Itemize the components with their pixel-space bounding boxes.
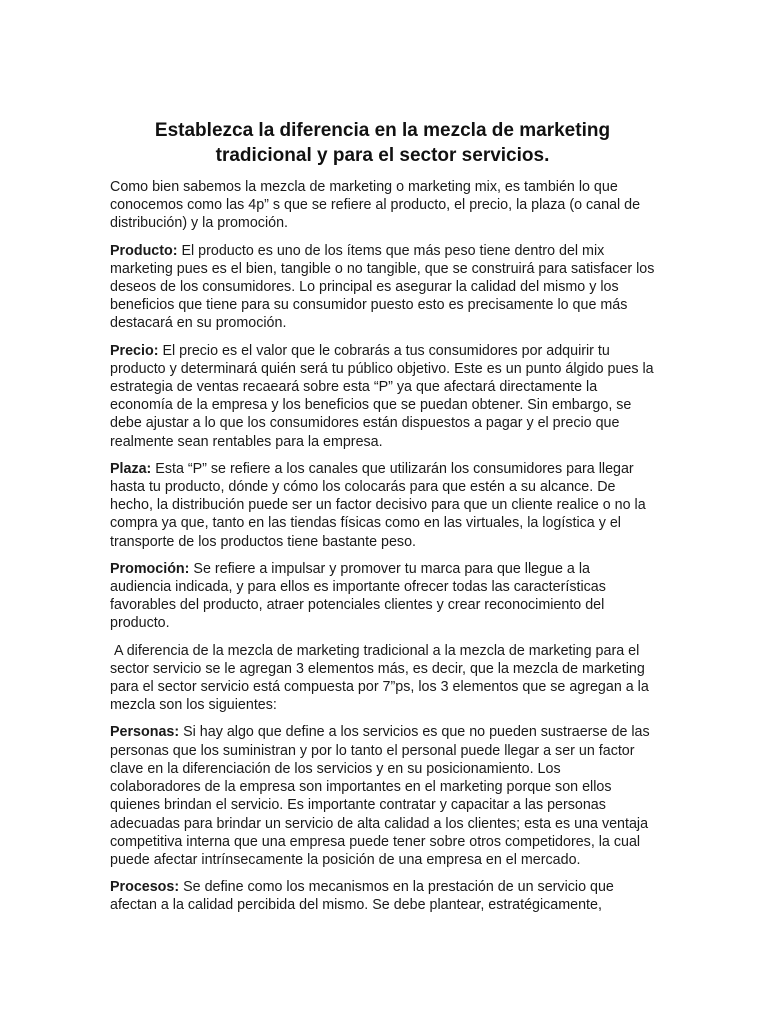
paragraph-procesos bbox=[110, 878, 655, 914]
intro-paragraph: Como bien sabemos la mezcla de marketing o marketing mix, es también lo que conocemos como las 4p” s que se refiere al producto, el precio, la plaza (o canal de distribución) y la promoción. bbox=[110, 179, 641, 232]
document-title: Establezca la diferencia en la mezcla de marketing tradicional y para el sector servicios. bbox=[154, 120, 611, 166]
paragraph-promocion bbox=[110, 560, 655, 633]
term-promocion: Promoción: bbox=[110, 560, 190, 577]
term-procesos: Procesos: bbox=[110, 879, 180, 896]
text-promocion: Se refiere a impulsar y promover tu marca para que llegue a la audiencia indicada, y para ellos es importante ofrecer todas las características favorables del producto, atraer potenciales clientes y crear reconocimiento del producto. bbox=[110, 560, 606, 632]
paragraph-producto bbox=[110, 242, 655, 333]
term-plaza: Plaza: bbox=[110, 460, 152, 477]
text-producto: El producto es uno de los ítems que más peso tiene dentro del mix marketing pues es el bien, tangible o no tangible, que se construirá para satisfacer los deseos de los consumidores. Lo principal es asegurar la calidad del mismo y los beneficios que tiene para su consumidor puesto esto es precisamente lo que más destacará en su promoción. bbox=[110, 242, 655, 332]
paragraph-plaza bbox=[110, 460, 655, 551]
text-personas: Si hay algo que define a los servicios es que no pueden sustraerse de las personas que los suministran y por lo tanto el personal puede llegar a ser un factor clave en la diferenciación de los servicios y en su posicionamiento. Los colaboradores de la empresa son importantes en el marketing porque son ellos quienes brindan el servicio. Es importante contratar y capacitar a las personas adecuadas para brindar un servicio de alta calidad a los clientes; esta es una ventaja competitiva interna que una empresa puede tener sobre otros competidores, la cual puede afectar intrínsecamente la posición de una empresa en el mercado. bbox=[110, 724, 650, 868]
transition-paragraph: A diferencia de la mezcla de marketing tradicional a la mezcla de marketing para el sector servicio se le agregan 3 elementos más, es decir, que la mezcla de marketing para el sector servicio está compuesta por 7”ps, los 3 elementos que se agregan a la mezcla son los siguientes: bbox=[110, 642, 653, 714]
term-precio: Precio: bbox=[110, 342, 159, 359]
paragraph-personas bbox=[110, 723, 655, 869]
text-procesos: Se define como los mecanismos en la prestación de un servicio que afectan a la calidad percibida del mismo. Se debe plantear, estratégicamente, bbox=[110, 879, 614, 914]
paragraph-precio bbox=[110, 342, 655, 451]
text-plaza: Esta “P” se refiere a los canales que utilizarán los consumidores para llegar hasta tu producto, dónde y cómo los colocarás para que estén a su alcance. De hecho, la distribución puede ser un factor decisivo para que un cliente realice o no la compra ya que, tanto en las tiendas físicas como en las virtuales, la logística y el transporte de los productos tiene bastante peso. bbox=[110, 460, 646, 550]
text-precio: El precio es el valor que le cobrarás a tus consumidores por adquirir tu producto y determinará quién será tu público objetivo. Este es un punto álgido pues la estrategia de ventas recaeará sobre esta “P” ya que afectará directamente la economía de la empresa y los beneficios que se puedan obtener. Sin embargo, se debe ajustar a lo que los consumidores están dispuestos a pagar y el precio que realmente sean rentables para la empresa. bbox=[110, 342, 654, 450]
term-personas: Personas: bbox=[110, 724, 180, 741]
term-producto: Producto: bbox=[110, 242, 178, 259]
document-page bbox=[110, 118, 655, 924]
